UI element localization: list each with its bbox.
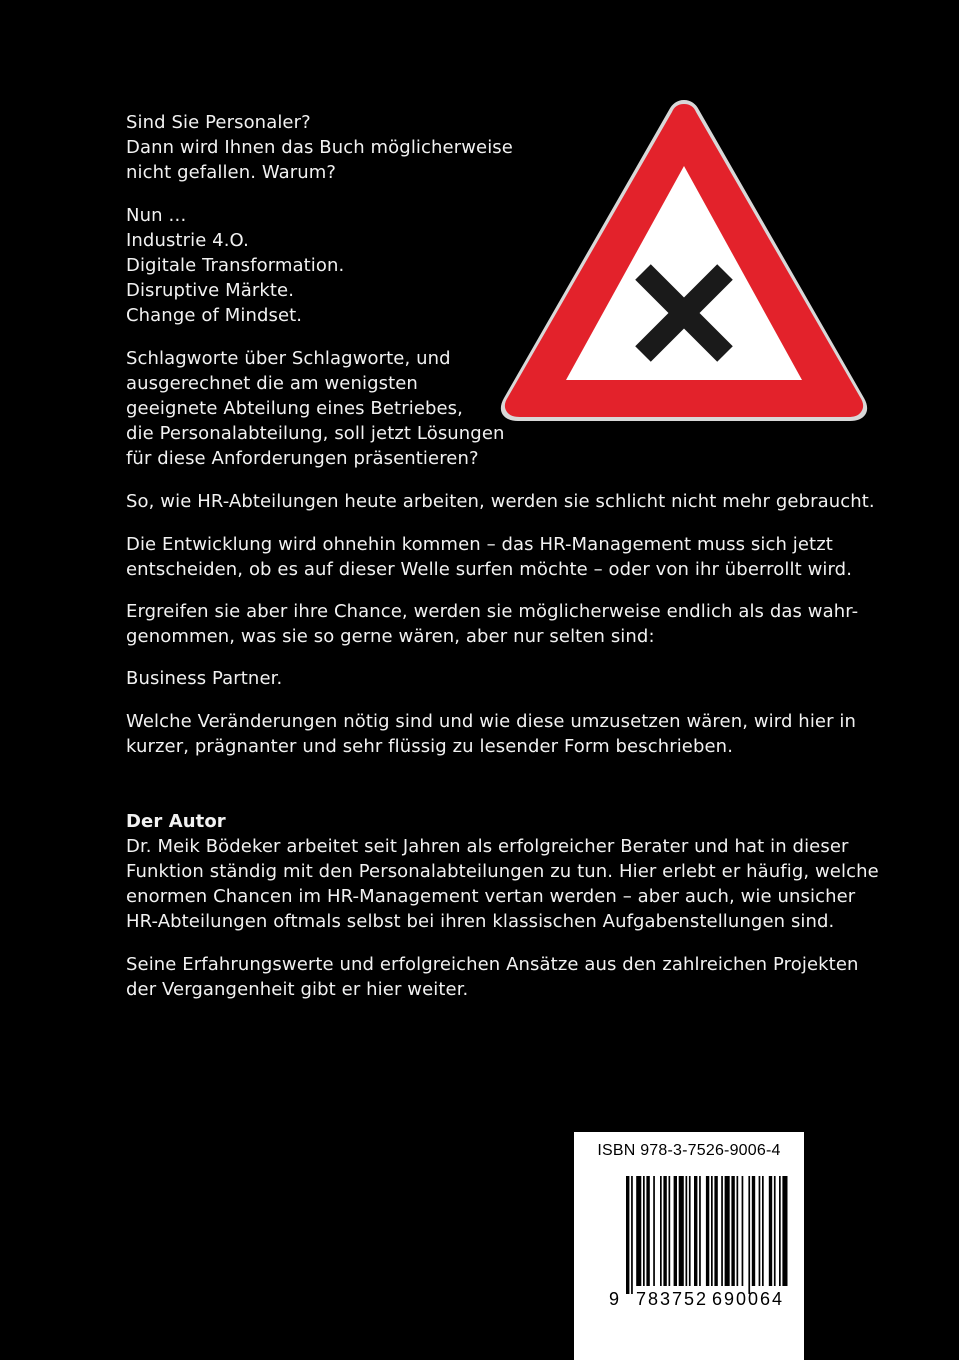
barcode-digits-right: 690064 — [711, 1289, 785, 1309]
barcode-bar — [731, 1176, 734, 1286]
barcode-bar — [721, 1176, 723, 1286]
barcode-bar — [711, 1176, 713, 1286]
barcode-bar — [686, 1176, 688, 1286]
barcode-bar — [774, 1176, 776, 1286]
text-line: die Personalabteilung, soll jetzt Lösungen — [126, 423, 505, 444]
text-line: Disruptive Märkte. — [126, 280, 295, 301]
business-partner-paragraph — [126, 666, 282, 691]
barcode-bar — [737, 1176, 739, 1286]
intersection-warning-sign-icon — [498, 98, 870, 423]
isbn-label: ISBN 978-3-7526-9006-4 — [597, 1142, 781, 1159]
barcode-bar — [759, 1176, 761, 1286]
barcode-bar — [748, 1176, 750, 1294]
barcode-bar — [643, 1176, 645, 1286]
barcode-bars — [626, 1176, 788, 1294]
buzzwords-list — [126, 203, 344, 328]
barcode-bar — [769, 1176, 772, 1286]
text-line: für diese Anforderungen präsentieren? — [126, 448, 479, 469]
barcode-bar — [714, 1176, 717, 1286]
barcode-bar — [779, 1176, 781, 1286]
barcode-digits-left: 783752 — [635, 1289, 709, 1309]
experience-paragraph — [126, 952, 859, 1002]
barcode-bar — [660, 1176, 662, 1286]
hr-today-paragraph — [126, 489, 875, 514]
barcode-digit-lead: 9 — [608, 1289, 620, 1309]
barcode-bar — [752, 1176, 755, 1286]
barcode-bar — [706, 1176, 709, 1286]
barcode-bar — [663, 1176, 666, 1286]
barcode-bar — [782, 1176, 787, 1286]
barcode-bar — [631, 1176, 633, 1294]
barcode-bar — [669, 1176, 671, 1286]
text-line: Dr. Meik Bödeker arbeitet seit Jahren als erfolgreicher Berater und hat in dieser — [126, 836, 849, 857]
barcode-bar — [694, 1176, 697, 1286]
barcode-bar — [689, 1176, 691, 1286]
text-line: So, wie HR-Abteilungen heute arbeiten, werden sie schlicht nicht mehr gebraucht. — [126, 491, 875, 512]
text-line: Funktion ständig mit den Personalabteilungen zu tun. Hier erlebt er häufig, welche — [126, 861, 879, 882]
text-line: Sind Sie Personaler? — [126, 112, 311, 133]
text-line: Schlagworte über Schlagworte, und — [126, 348, 451, 369]
barcode-bar — [762, 1176, 764, 1286]
author-section — [126, 809, 879, 934]
text-line: kurzer, prägnanter und sehr flüssig zu lesender Form beschrieben. — [126, 736, 734, 757]
text-line: nicht gefallen. Warum? — [126, 162, 337, 183]
text-line: enormen Chancen im HR-Management vertan werden – aber auch, wie unsicher — [126, 886, 856, 907]
chance-paragraph — [126, 599, 858, 649]
text-line: HR-Abteilungen oftmals selbst bei ihren klassischen Aufgabenstellungen sind. — [126, 911, 835, 932]
text-line: ausgerechnet die am wenigsten — [126, 373, 418, 394]
barcode-bar — [646, 1176, 649, 1286]
barcode-bar — [636, 1176, 641, 1286]
text-line: Ergreifen sie aber ihre Chance, werden sie möglicherweise endlich als das wahr- — [126, 601, 859, 622]
barcode-bar — [699, 1176, 701, 1286]
barcode-bar — [653, 1176, 655, 1286]
text-line: Digitale Transformation. — [126, 255, 345, 276]
development-paragraph — [126, 532, 852, 582]
changes-paragraph — [126, 709, 856, 759]
text-line: Dann wird Ihnen das Buch möglicherweise — [126, 137, 513, 158]
isbn-barcode-box — [574, 1132, 804, 1360]
barcode-bar — [742, 1176, 744, 1286]
text-line: Welche Veränderungen nötig sind und wie diese umzusetzen wären, wird hier in — [126, 711, 857, 732]
text-line: Die Entwicklung wird ohnehin kommen – das HR-Management muss sich jetzt — [126, 534, 833, 555]
text-line: geeignete Abteilung eines Betriebes, — [126, 398, 463, 419]
text-line: entscheiden, ob es auf dieser Welle surfen möchte – oder von ihr überrollt wird. — [126, 559, 853, 580]
text-line: Business Partner. — [126, 668, 283, 689]
barcode-bar — [725, 1176, 730, 1286]
text-line: Industrie 4.O. — [126, 230, 249, 251]
text-line: Seine Erfahrungswerte und erfolgreichen Ansätze aus den zahlreichen Projekten — [126, 954, 859, 975]
text-line: genommen, was sie so gerne wären, aber nur selten sind: — [126, 626, 655, 647]
question-paragraph — [126, 346, 505, 471]
barcode-bar — [674, 1176, 677, 1286]
barcode-bar — [626, 1176, 629, 1294]
intro-paragraph — [126, 110, 513, 185]
text-line: Change of Mindset. — [126, 305, 303, 326]
text-line: Nun … — [126, 205, 187, 226]
text-line: der Vergangenheit gibt er hier weiter. — [126, 979, 469, 1000]
barcode-bar — [679, 1176, 684, 1286]
barcode-icon — [574, 1132, 804, 1360]
author-heading: Der Autor — [126, 811, 226, 832]
